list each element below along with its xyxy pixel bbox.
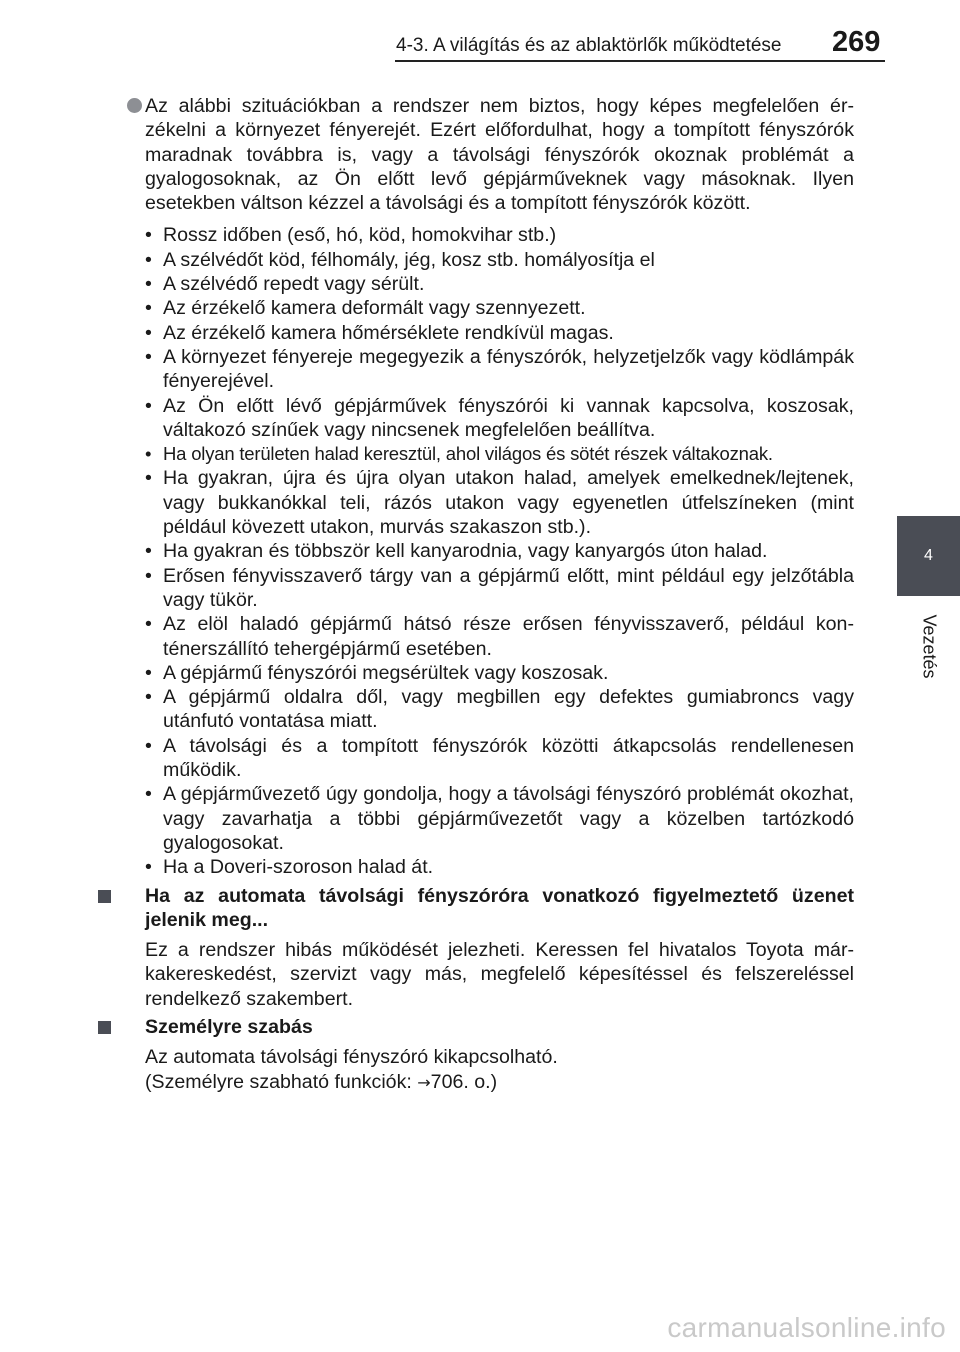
bullet-dot-icon: • <box>145 467 152 490</box>
list-item: • A gépjárművezető úgy gondolja, hogy a távolsági fényszóró problémát okozhat, vagy zavarhatja a többi gépjárművezetőt vagy a közelben tartózkodó gyalogosokat. <box>145 783 854 854</box>
header-rule <box>395 60 885 62</box>
bullet-dot-icon: • <box>145 856 152 879</box>
bullet-dot-icon: • <box>145 224 152 247</box>
bullet-dot-icon: • <box>145 613 152 636</box>
bullet-dot-icon: • <box>145 248 152 271</box>
watermark-text: carmanualsonline.info <box>667 1312 946 1343</box>
page-reference-link[interactable]: 706. o.) <box>430 1070 498 1093</box>
chapter-tab: 4 <box>897 516 960 596</box>
list-item: • Ha gyakran és többször kell kanyarodnia, vagy kanyargós úton halad. <box>145 540 768 563</box>
section-title: 4-3. A világítás és az ablaktörlők működtetése <box>396 35 782 56</box>
square-bullet-icon <box>98 1021 111 1034</box>
list-item: • A szélvédőt köd, félhomály, jég, kosz stb. homályosítja el <box>145 248 655 271</box>
warning-message-section <box>118 884 854 1011</box>
section-heading: Ha az automata távolsági fényszóróra vonatkozó figyelmeztető üzenet jelenik meg... <box>145 884 854 933</box>
list-item: • Ha gyakran, újra és újra olyan utakon halad, amelyek emelkednek/lejtenek, vagy bukkanókkal teli, rázós utakon vagy egyenetlen útfelszíneken (mint például kövezett utakon, murvás szakaszon stb.). <box>145 467 854 539</box>
bullet-dot-icon: • <box>145 734 152 757</box>
list-item: • Rossz időben (eső, hó, köd, homokvihar stb.) <box>145 224 557 247</box>
customization-section <box>118 1015 854 1095</box>
bullet-dot-icon: • <box>145 783 152 806</box>
body-line: (Személyre szabható funkciók: →706. o.) <box>145 1070 498 1093</box>
bullet-dot-icon: • <box>145 661 152 684</box>
round-bullet-icon <box>127 98 142 113</box>
bullet-dot-icon: • <box>145 273 152 296</box>
page-number: 269 <box>832 26 881 58</box>
bullet-dot-icon: • <box>145 321 152 344</box>
bullet-dot-icon: • <box>145 564 152 587</box>
list-item: • Az Ön előtt lévő gépjárművek fényszórói ki vannak kapcsolva, koszosak, váltakozó színűek vagy nincsenek megfelelően beállítva. <box>145 394 854 441</box>
list-item: • Erősen fényvisszaverő tárgy van a gépjármű előtt, mint például egy jelzőtábla vagy tükör. <box>145 564 854 611</box>
list-item: • A szélvédő repedt vagy sérült. <box>145 273 425 296</box>
page-header <box>0 0 960 70</box>
bullet-dot-icon: • <box>145 540 152 563</box>
chapter-label-text: Vezetés <box>919 613 940 679</box>
bullet-dot-icon: • <box>145 345 152 368</box>
square-bullet-icon <box>98 890 111 903</box>
bullet-dot-icon: • <box>145 443 152 465</box>
arrow-right-icon: → <box>417 1072 431 1092</box>
conditions-list <box>118 223 854 879</box>
list-item: • Ha olyan területen halad keresztül, ahol világos és sötét részek váltakoznak. <box>145 442 854 466</box>
list-item: • A távolsági és a tompított fényszórók közötti átkapcsolás rendellenesen működik. <box>145 734 854 782</box>
intro-text: Az alábbi szituációkban a rendszer nem biztos, hogy képes megfelelően érzékelni a környezet fényerejét. Ezért előfordulhat, hogy a tompított fényszórók maradnak továbbra is, vagy a távolsági fényszórók okoznak problémát a gyalogosoknak, az Ön előtt levő gépjárműveknek vagy másoknak. Ilyen esetekben váltson kézzel a távolsági és a tompított fényszórók között. <box>145 95 854 215</box>
body-line: Az automata távolsági fényszóró kikapcsolható. <box>145 1046 558 1069</box>
list-item: • Ha a Doveri-szoroson halad át. <box>145 856 434 879</box>
chapter-label <box>907 600 951 692</box>
list-item: • A környezet fényereje megegyezik a fényszórók, helyzetjelzők vagy ködlámpák fényerejével. <box>145 345 854 393</box>
section-body <box>145 1045 854 1095</box>
list-item: • Az érzékelő kamera deformált vagy szennyezett. <box>145 297 586 320</box>
list-item: • A gépjármű fényszórói megsérültek vagy koszosak. <box>145 661 609 684</box>
list-item: • Az érzékelő kamera hőmérséklete rendkívül magas. <box>145 321 614 344</box>
list-item: • A gépjármű oldalra dől, vagy megbillen egy defektes gumiabroncs vagy utánfutó vontatása miatt. <box>145 686 854 733</box>
list-item: • Az elöl haladó gépjármű hátsó része erősen fényvisszaverő, például konténerszállító tehergépjármű esetében. <box>145 613 854 660</box>
intro-paragraph <box>118 94 854 215</box>
section-body: Ez a rendszer hibás működését jelezheti. Keressen fel hivatalos Toyota márkakereskedést, szervizt vagy más, megfelelő képesítéssel és felszereléssel rendelkező szakembert. <box>145 939 854 1010</box>
bullet-dot-icon: • <box>145 686 152 709</box>
section-heading: Személyre szabás <box>145 1015 854 1039</box>
page-content <box>118 94 854 1095</box>
bullet-dot-icon: • <box>145 394 152 417</box>
bullet-dot-icon: • <box>145 297 152 320</box>
